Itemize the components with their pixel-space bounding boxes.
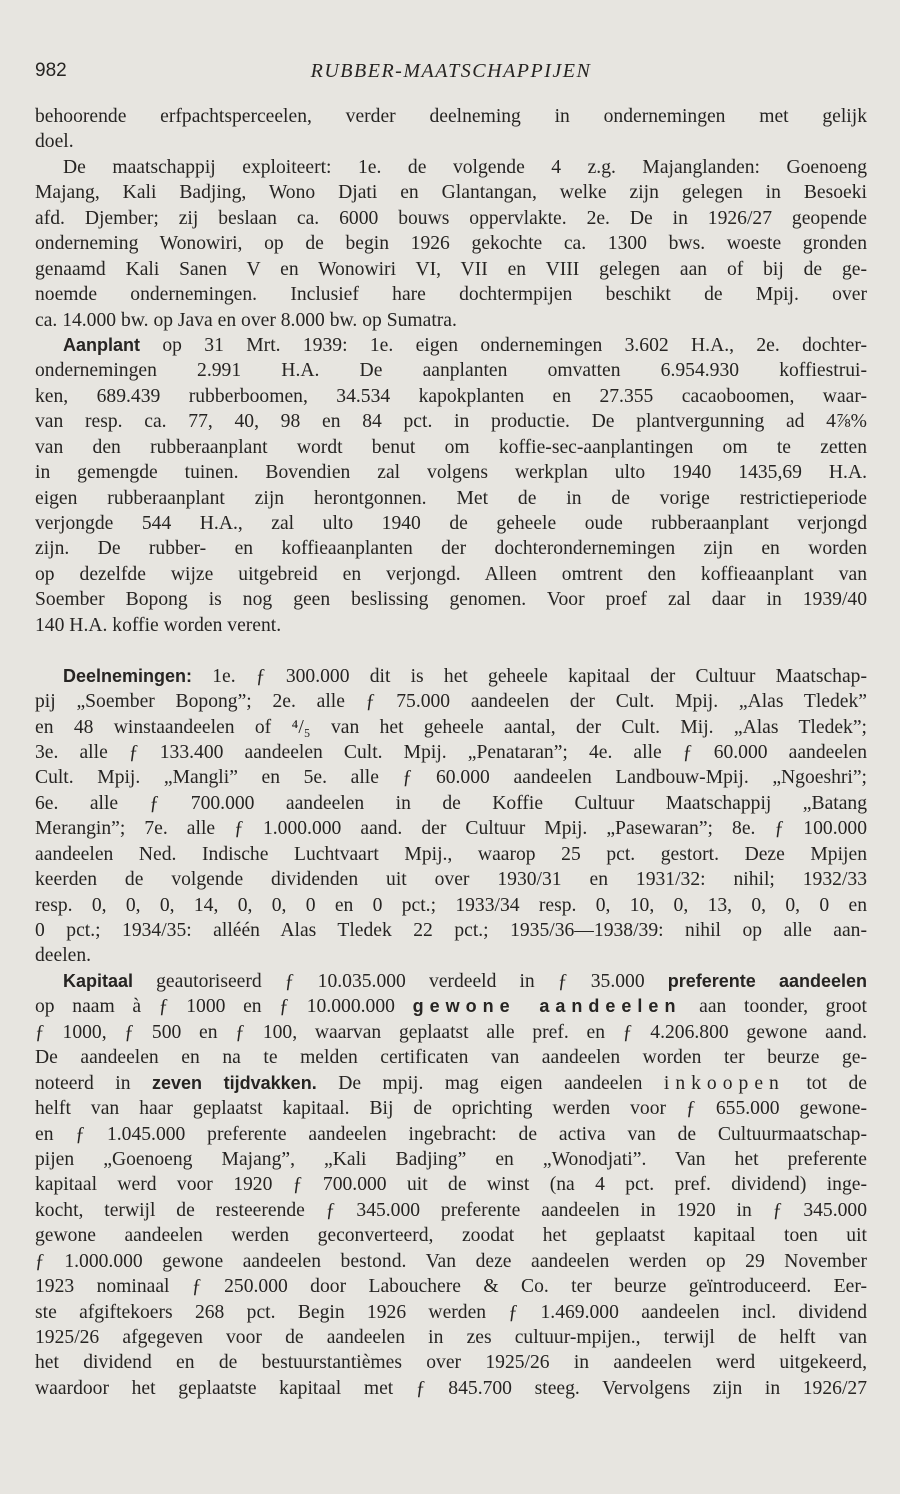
paragraph-gap [35,638,867,663]
line-text: kocht, terwijl de resteerende ƒ 345.000 preferente aandeelen in 1920 in ƒ 345.000 [35,1199,867,1221]
text-line [35,1045,867,1070]
text-line [35,1071,867,1096]
text-line [35,816,867,841]
text-line [35,1325,867,1350]
text-line [35,1147,867,1172]
text-line [35,460,867,485]
line-text: Soember Bopong is nog geen beslissing genomen. Voor proef zal daar in 1939/40 [35,589,867,611]
line-text: gewone aandeelen werden geconverteerd, zoodat het geplaatst kapitaal toen uit [35,1225,867,1247]
text-line [35,893,867,918]
text-line [35,740,867,765]
line-text: van den rubberaanplant wordt benut om koffie-sec-aanplantingen om te zetten [35,436,867,458]
text-line [35,1300,867,1325]
line-text: van resp. ca. 77, 40, 98 en 84 pct. in productie. De plantvergunning ad 4⅞% [35,411,867,433]
text-line [35,689,867,714]
text-line [35,486,867,511]
line-text: doel. [35,131,74,153]
text-line [35,333,867,358]
line-text: ƒ 1000, ƒ 500 en ƒ 100, waarvan geplaatst alle pref. en ƒ 4.206.800 gewone aand. [35,1021,867,1043]
line-text: resp. 0, 0, 0, 14, 0, 0, 0 en 0 pct.; 1933/34 resp. 0, 10, 0, 13, 0, 0, 0 en [35,894,867,916]
text-line [35,765,867,790]
line-text: noteerd in [35,1072,153,1094]
bold-phrase: zeven tijdvakken. [152,1072,317,1093]
text-line [35,715,867,740]
line-text: en 48 winstaandeelen of ⁴/₅ van het geheele aantal, der Cult. Mij. „Alas Tledek”; [35,716,867,738]
text-line [35,1223,867,1248]
text-line [35,129,867,154]
text-line [35,842,867,867]
line-text: afd. Djember; zij beslaan ca. 6000 bouws oppervlakte. 2e. De in 1926/27 geopende [35,207,867,229]
line-text: 1e. ƒ 300.000 dit is het geheele kapitaal der Cultuur Maatschap- [192,665,867,687]
line-text: aan toonder, groot [681,996,868,1018]
line-text: ƒ 1.000.000 gewone aandeelen bestond. Van deze aandeelen werden op 29 November [35,1250,867,1272]
line-text: zijn. De rubber- en koffieaanplanten der dochterondernemingen zijn en worden [35,538,867,560]
text-line [35,308,867,333]
line-text: 3e. alle ƒ 133.400 aandeelen Cult. Mpij. „Penataran”; 4e. alle ƒ 60.000 aandeelen [35,741,867,763]
text-line [35,613,867,638]
text-line [35,1020,867,1045]
line-text: Merangin”; 7e. alle ƒ 1.000.000 aand. der Cultuur Mpij. „Pasewaran”; 8e. ƒ 100.000 [35,818,867,840]
line-text: eigen rubberaanplant zijn herontgonnen. Met de in de vorige restrictieperiode [35,487,867,509]
text-line [35,257,867,282]
running-title: RUBBER-MAATSCHAPPIJEN [310,60,592,82]
page-number: 982 [35,60,67,81]
text-line [35,104,867,129]
line-text: 6e. alle ƒ 700.000 aandeelen in de Koffie Cultuur Maatschappij „Batang [35,792,867,814]
text-line [35,664,867,689]
line-text: tot de [784,1072,868,1094]
section-heading: Aanplant [63,334,141,355]
line-text: Majang, Kali Badjing, Wono Djati en Glantangan, welke zijn gelegen in Besoeki [35,182,867,204]
line-text: De maatschappij exploiteert: 1e. de volgende 4 z.g. Majanglanden: Goenoeng [63,156,867,178]
line-text: in gemengde tuinen. Bovendien zal volgens werkplan ulto 1940 1435,69 H.A. [35,462,867,484]
text-line [35,1172,867,1197]
line-text: ondernemingen 2.991 H.A. De aanplanten omvatten 6.954.930 koffiestrui- [35,360,867,382]
text-line [35,1198,867,1223]
bold-phrase: preferente aandeelen [667,970,867,991]
line-text: helft van haar geplaatst kapitaal. Bij de oprichting werden voor ƒ 655.000 gewone- [35,1098,867,1120]
section-heading: Deelnemingen: [63,665,193,686]
line-text: ken, 689.439 rubberboomen, 34.534 kapokplanten en 27.355 cacaoboomen, waar- [35,385,867,407]
line-text: op naam à ƒ 1000 en ƒ 10.000.000 [35,996,413,1018]
text-line [35,969,867,994]
line-text: noemde ondernemingen. Inclusief hare dochtermpijen beschikt de Mpij. over [35,284,867,306]
line-text: 140 H.A. koffie worden verent. [35,614,282,636]
line-text: genaamd Kali Sanen V en Wonowiri VI, VII en VIII gelegen aan of bij de ge- [35,258,867,280]
text-line [35,511,867,536]
line-text: aandeelen Ned. Indische Luchtvaart Mpij., waarop 25 pct. gestort. Deze Mpijen [35,843,867,865]
text-line [35,206,867,231]
line-text: op dezelfde wijze uitgebreid en verjongd. Alleen omtrent den koffieaanplant van [35,563,867,585]
line-text: onderneming Wonowiri, op de begin 1926 gekochte ca. 1300 bws. woeste gronden [35,233,867,255]
line-text: het dividend en de bestuurstantièmes over 1925/26 in aandeelen werd uitgekeerd, [35,1352,867,1374]
text-line [35,1122,867,1147]
line-text: geautoriseerd ƒ 10.035.000 verdeeld in ƒ 35.000 [133,970,668,992]
text-line [35,791,867,816]
line-text: pijen „Goenoeng Majang”, „Kali Badjing” en „Wonodjati”. Van het preferente [35,1148,867,1170]
spaced-phrase: inkoopen [663,1072,785,1094]
text-line [35,358,867,383]
line-text: behoorende erfpachtsperceelen, verder deelneming in ondernemingen met gelijk [35,106,867,127]
text-line [35,155,867,180]
line-text: 0 pct.; 1934/35: alléén Alas Tledek 22 pct.; 1935/36—1938/39: nihil op alle aan- [35,920,867,941]
line-text: De mpij. mag eigen aandeelen [316,1072,664,1094]
text-line [35,1249,867,1274]
line-text: ca. 14.000 bw. op Java en over 8.000 bw. op Sumatra. [35,309,457,331]
line-text: waardoor het geplaatste kapitaal met ƒ 845.700 steeg. Vervolgens zijn in 1926/27 [35,1377,867,1399]
text-line [35,918,867,943]
text-line [35,994,867,1019]
section-heading: Kapitaal [63,970,134,991]
text-line [35,231,867,256]
line-text: verjongde 544 H.A., zal ulto 1940 de geheele oude rubberaanplant verjongd [35,513,867,534]
line-text: kapitaal werd voor 1920 ƒ 700.000 uit de winst (na 4 pct. pref. dividend) inge- [35,1174,867,1196]
text-line [35,384,867,409]
line-text: Cult. Mpij. „Mangli” en 5e. alle ƒ 60.000 aandeelen Landbouw-Mpij. „Ngoeshri”; [35,767,867,789]
text-line [35,282,867,307]
text-line [35,867,867,892]
line-text: keerden de volgende dividenden uit over 1930/31 en 1931/32: nihil; 1932/33 [35,869,867,891]
page-header [35,60,867,90]
text-line [35,943,867,968]
line-text: pij „Soember Bopong”; 2e. alle ƒ 75.000 aandeelen der Cult. Mpij. „Alas Tledek” [35,691,867,713]
text-line [35,587,867,612]
line-text: deelen. [35,945,92,967]
text-line [35,562,867,587]
line-text: ste afgiftekoers 268 pct. Begin 1926 werden ƒ 1.469.000 aandeelen incl. dividend [35,1301,867,1323]
text-line [35,536,867,561]
body-text [35,104,867,1401]
text-line [35,435,867,460]
text-line [35,1376,867,1401]
line-text: 1923 nominaal ƒ 250.000 door Labouchere & Co. ter beurze geïntroduceerd. Eer- [35,1276,867,1298]
line-text: op 31 Mrt. 1939: 1e. eigen ondernemingen 3.602 H.A., 2e. dochter- [140,334,867,356]
line-text: De aandeelen en na te melden certificaten van aandeelen worden ter beurze ge- [35,1047,867,1069]
line-text: 1925/26 afgegeven voor de aandeelen in zes cultuur-mpijen., terwijl de helft van [35,1327,867,1348]
spaced-bold-phrase: gewone aandeelen [412,996,682,1017]
text-line [35,1350,867,1375]
text-line [35,409,867,434]
text-line [35,1274,867,1299]
line-text: en ƒ 1.045.000 preferente aandeelen ingebracht: de activa van de Cultuurmaatschap- [35,1123,867,1145]
text-line [35,1096,867,1121]
text-line [35,180,867,205]
